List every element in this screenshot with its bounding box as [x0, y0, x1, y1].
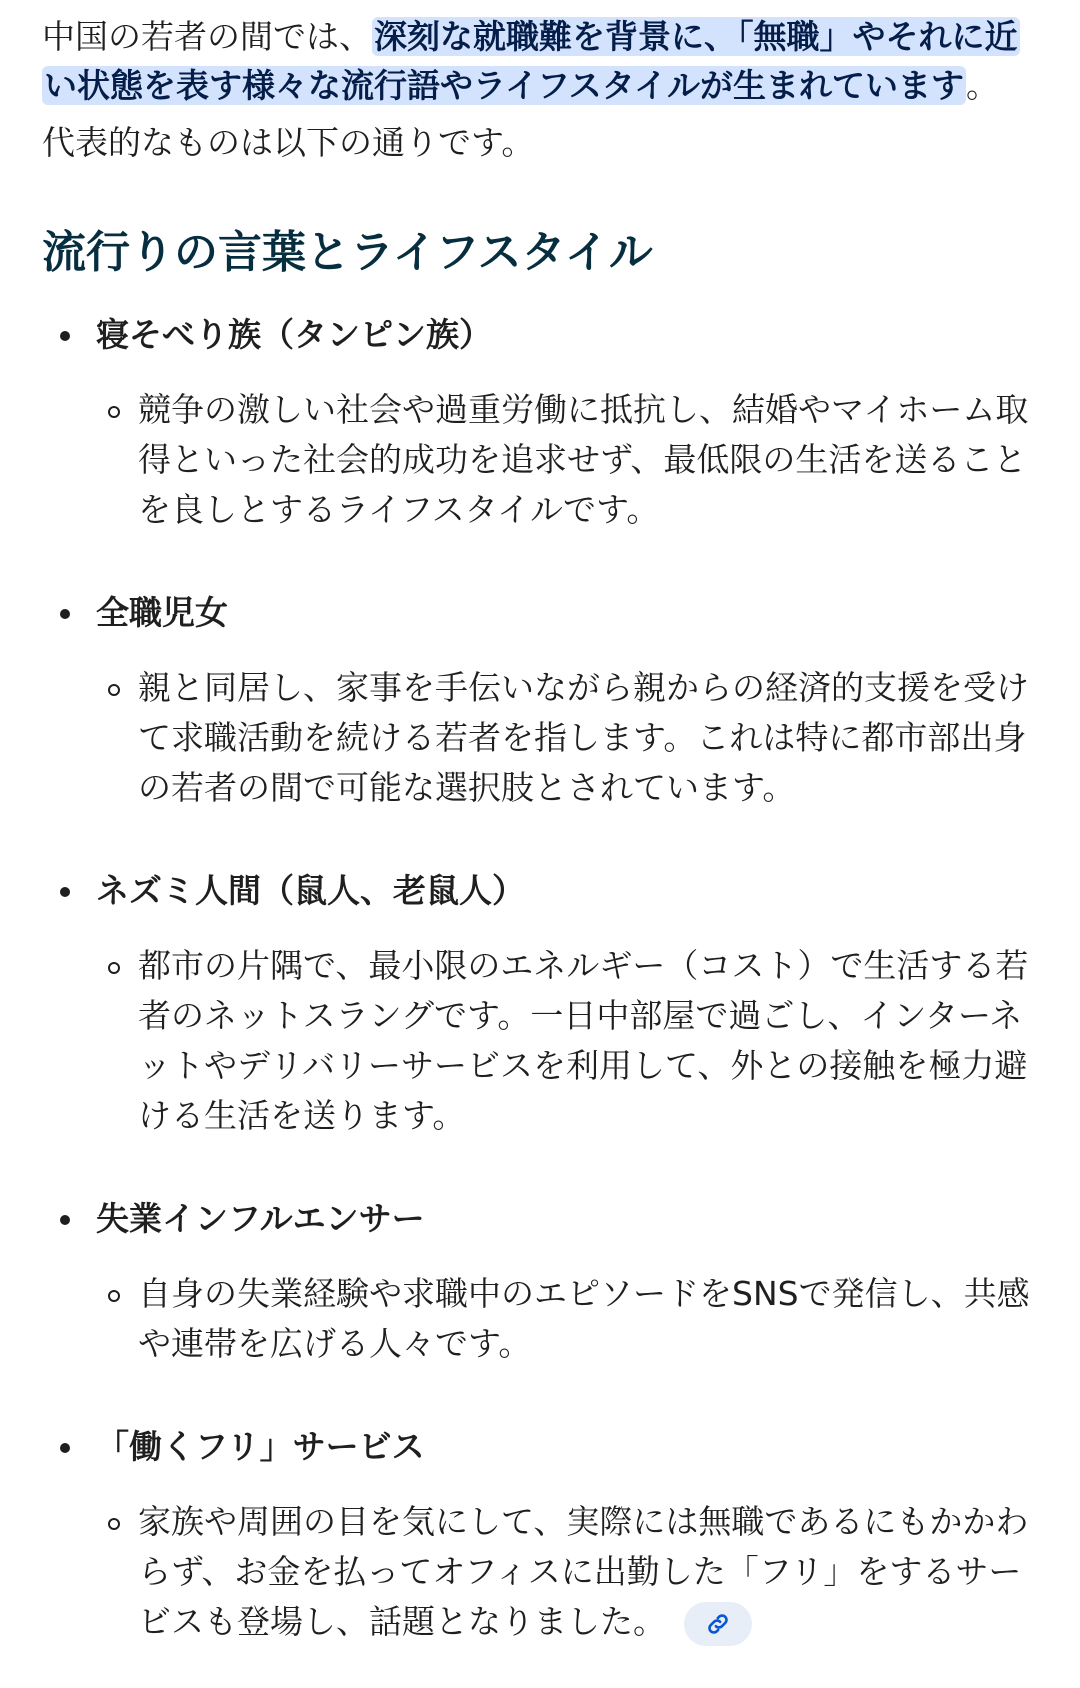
bullet-dot: [60, 331, 70, 341]
source-link-button[interactable]: [684, 1602, 752, 1646]
intro-paragraph: [42, 12, 1038, 110]
term-title: ネズミ人間（鼠人、老鼠人）: [96, 871, 525, 910]
term-description-text: 都市の片隅で、最小限のエネルギー（コスト）で生活する若者のネットスラングです。一日中部屋で過ごし、インターネットやデリバリーサービスを利用して、外との接触を極力避ける生活を送ります。: [138, 946, 1029, 1135]
intro-highlight: 深刻な就職難を背景に、「無職」やそれに近い状態を表す様々な流行語やライフスタイルが生まれています: [44, 17, 1018, 105]
term-description: [96, 1269, 1038, 1369]
sub-bullet-circle: [108, 406, 120, 418]
sub-bullet-circle: [108, 684, 120, 696]
term-description: [96, 663, 1038, 813]
link-icon: [705, 1611, 731, 1637]
intro-line2: 代表的なものは以下の通りです。: [42, 123, 535, 162]
term-item: [42, 1195, 1038, 1369]
term-description-text: 親と同居し、家事を手伝いながら親からの経済的支援を受けて求職活動を続ける若者を指します。これは特に都市部出身の若者の間で可能な選択肢とされています。: [138, 668, 1029, 807]
term-title: 「働くフリ」サービス: [96, 1427, 425, 1466]
intro-lead: 中国の若者の間では、: [42, 17, 372, 56]
term-title: 寝そべり族（タンピン族）: [96, 315, 492, 354]
bullet-dot: [60, 1215, 70, 1225]
bullet-dot: [60, 609, 70, 619]
bullet-dot: [60, 887, 70, 897]
bullet-dot: [60, 1443, 70, 1453]
term-item: [42, 589, 1038, 813]
term-item: [42, 311, 1038, 535]
sub-bullet-circle: [108, 1518, 120, 1530]
term-description-last-text: 家族や周囲の目を気にして、実際には無職であるにもかかわらず、お金を払ってオフィスに出勤した「フリ」をするサービスも登場し、話題となりました。: [138, 1502, 1029, 1641]
term-description-text: 自身の失業経験や求職中のエピソードをSNSで発信し、共感や連帯を広げる人々です。: [138, 1274, 1030, 1363]
term-title: 失業インフルエンサー: [96, 1199, 425, 1238]
term-description: [96, 1497, 1038, 1647]
sub-bullet-circle: [108, 962, 120, 974]
term-item: [42, 867, 1038, 1141]
term-item: [42, 1423, 1038, 1647]
intro-tail: 。: [966, 66, 1000, 105]
term-description: [96, 941, 1038, 1141]
sub-bullet-circle: [108, 1290, 120, 1302]
section-heading: 流行りの言葉とライフスタイル: [42, 227, 653, 278]
term-description: [96, 385, 1038, 535]
term-description-text: [138, 1497, 1038, 1647]
term-list: [42, 311, 1038, 1647]
term-description-text: 競争の激しい社会や過重労働に抵抗し、結婚やマイホーム取得といった社会的成功を追求せず、最低限の生活を送ることを良しとするライフスタイルです。: [138, 390, 1029, 529]
term-title: 全職児女: [96, 593, 228, 632]
